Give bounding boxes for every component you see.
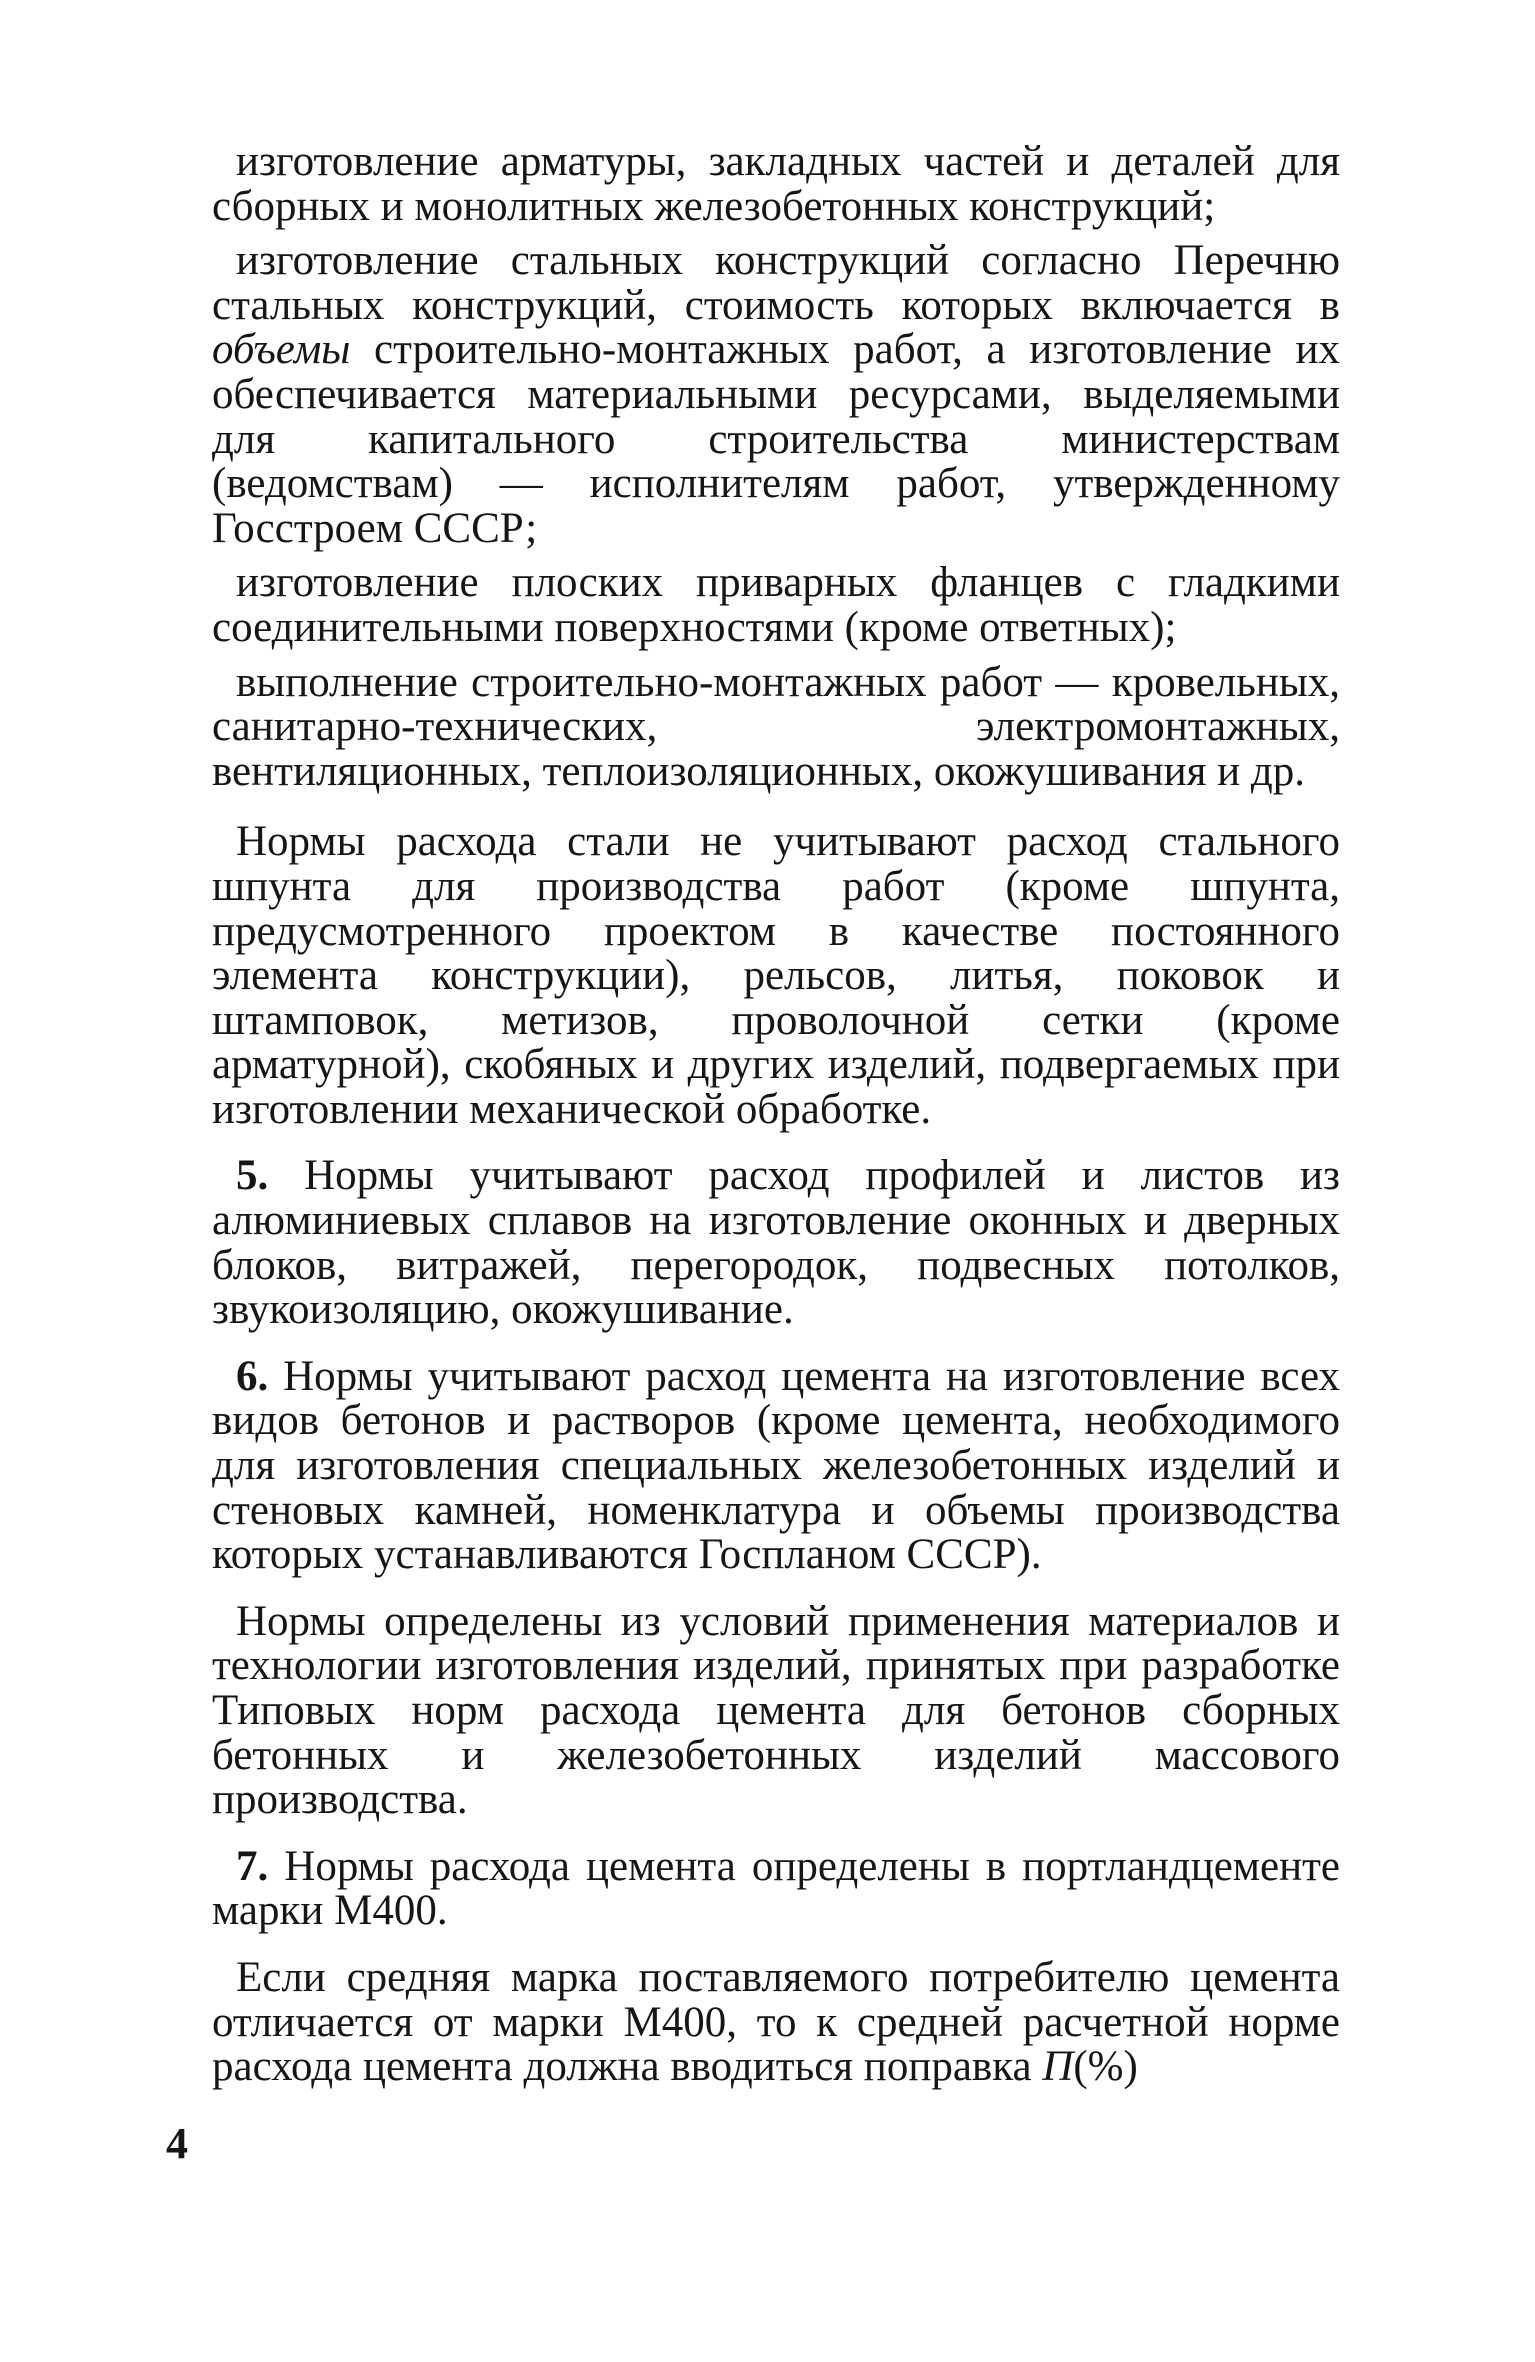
paragraph-cement-grade-text: Если средняя марка поставляемого потребителю цемента отличается от марки М400, то к средней расчетной норме расхода цемента должна вводиться поправка	[212, 1953, 1340, 2091]
paragraph-item-7-text: Нормы расхода цемента определены в портландцементе марки М400.	[212, 1842, 1340, 1935]
page-number: 4	[166, 2119, 188, 2168]
item-number-6: 6.	[236, 1352, 269, 1400]
paragraph-steel-norms: Нормы расхода стали не учитывают расход стального шпунта для производства работ (кроме шпунта, предусмотренного проектом в качестве постоянного элемента конструкции), рельсов, литья, поковок и штамповок, метизов, проволочной сетки (кроме арматурной), скобяных и других изделий, подвергаемых при изготовлении механической обработке.	[212, 818, 1340, 1133]
emphasis-volumes: объемы	[212, 326, 351, 374]
paragraph-cement-grade	[212, 1953, 1340, 2091]
item-number-5: 5.	[236, 1152, 269, 1200]
paragraph-item-5	[212, 1154, 1340, 1332]
paragraph-item-5-text: Нормы учитывают расход профилей и листов из алюминиевых сплавов на изготовление оконных и дверных блоков, витражей, перегородок, подвесных потолков, звукоизоляцию, окожушивание.	[212, 1152, 1340, 1334]
paragraph-steel-structures	[212, 239, 1340, 551]
paragraph-item-7	[212, 1842, 1340, 1935]
item-number-7: 7.	[236, 1842, 269, 1890]
paragraph-steel-structures-text: изготовление стальных конструкций согласно Перечню стальных конструкций, стоимость которых включается в	[212, 237, 1340, 329]
paragraph-flanges: изготовление плоских приварных фланцев с гладкими соединительными поверхностями (кроме ответных);	[212, 559, 1340, 651]
paragraph-item-6	[212, 1352, 1340, 1579]
paragraph-rebar: изготовление арматуры, закладных частей и деталей для сборных и монолитных железобетонных конструкций;	[212, 138, 1340, 230]
symbol-correction: П	[1042, 2043, 1074, 2091]
paragraph-cement-grade-unit: (%)	[1073, 2043, 1138, 2091]
body-text	[212, 140, 1340, 2090]
paragraph-construction-works: выполнение строительно-монтажных работ — кровельных, санитарно-технических, электромонтажных, вентиляционных, теплоизоляционных, окожушивания и др.	[212, 658, 1340, 795]
paragraph-steel-structures-text-end: строительно-монтажных работ, а изготовление их обеспечивается материальными ресурсами, выделяемыми для капитального строительства министерствам (ведомствам) — исполнителям работ, утвержденному Госстроем СССР;	[212, 326, 1340, 552]
paragraph-item-6-text: Нормы учитывают расход цемента на изготовление всех видов бетонов и растворов (кроме цемента, необходимого для изготовления специальных железобетонных изделий и стеновых камней, номенклатура и объемы производства которых устанавливаются Госпланом СССР).	[212, 1352, 1340, 1579]
paragraph-norms-conditions: Нормы определены из условий применения материалов и технологии изготовления изделий, принятых при разработке Типовых норм расхода цемента для бетонов сборных бетонных и железобетонных изделий массового производства.	[212, 1597, 1340, 1824]
